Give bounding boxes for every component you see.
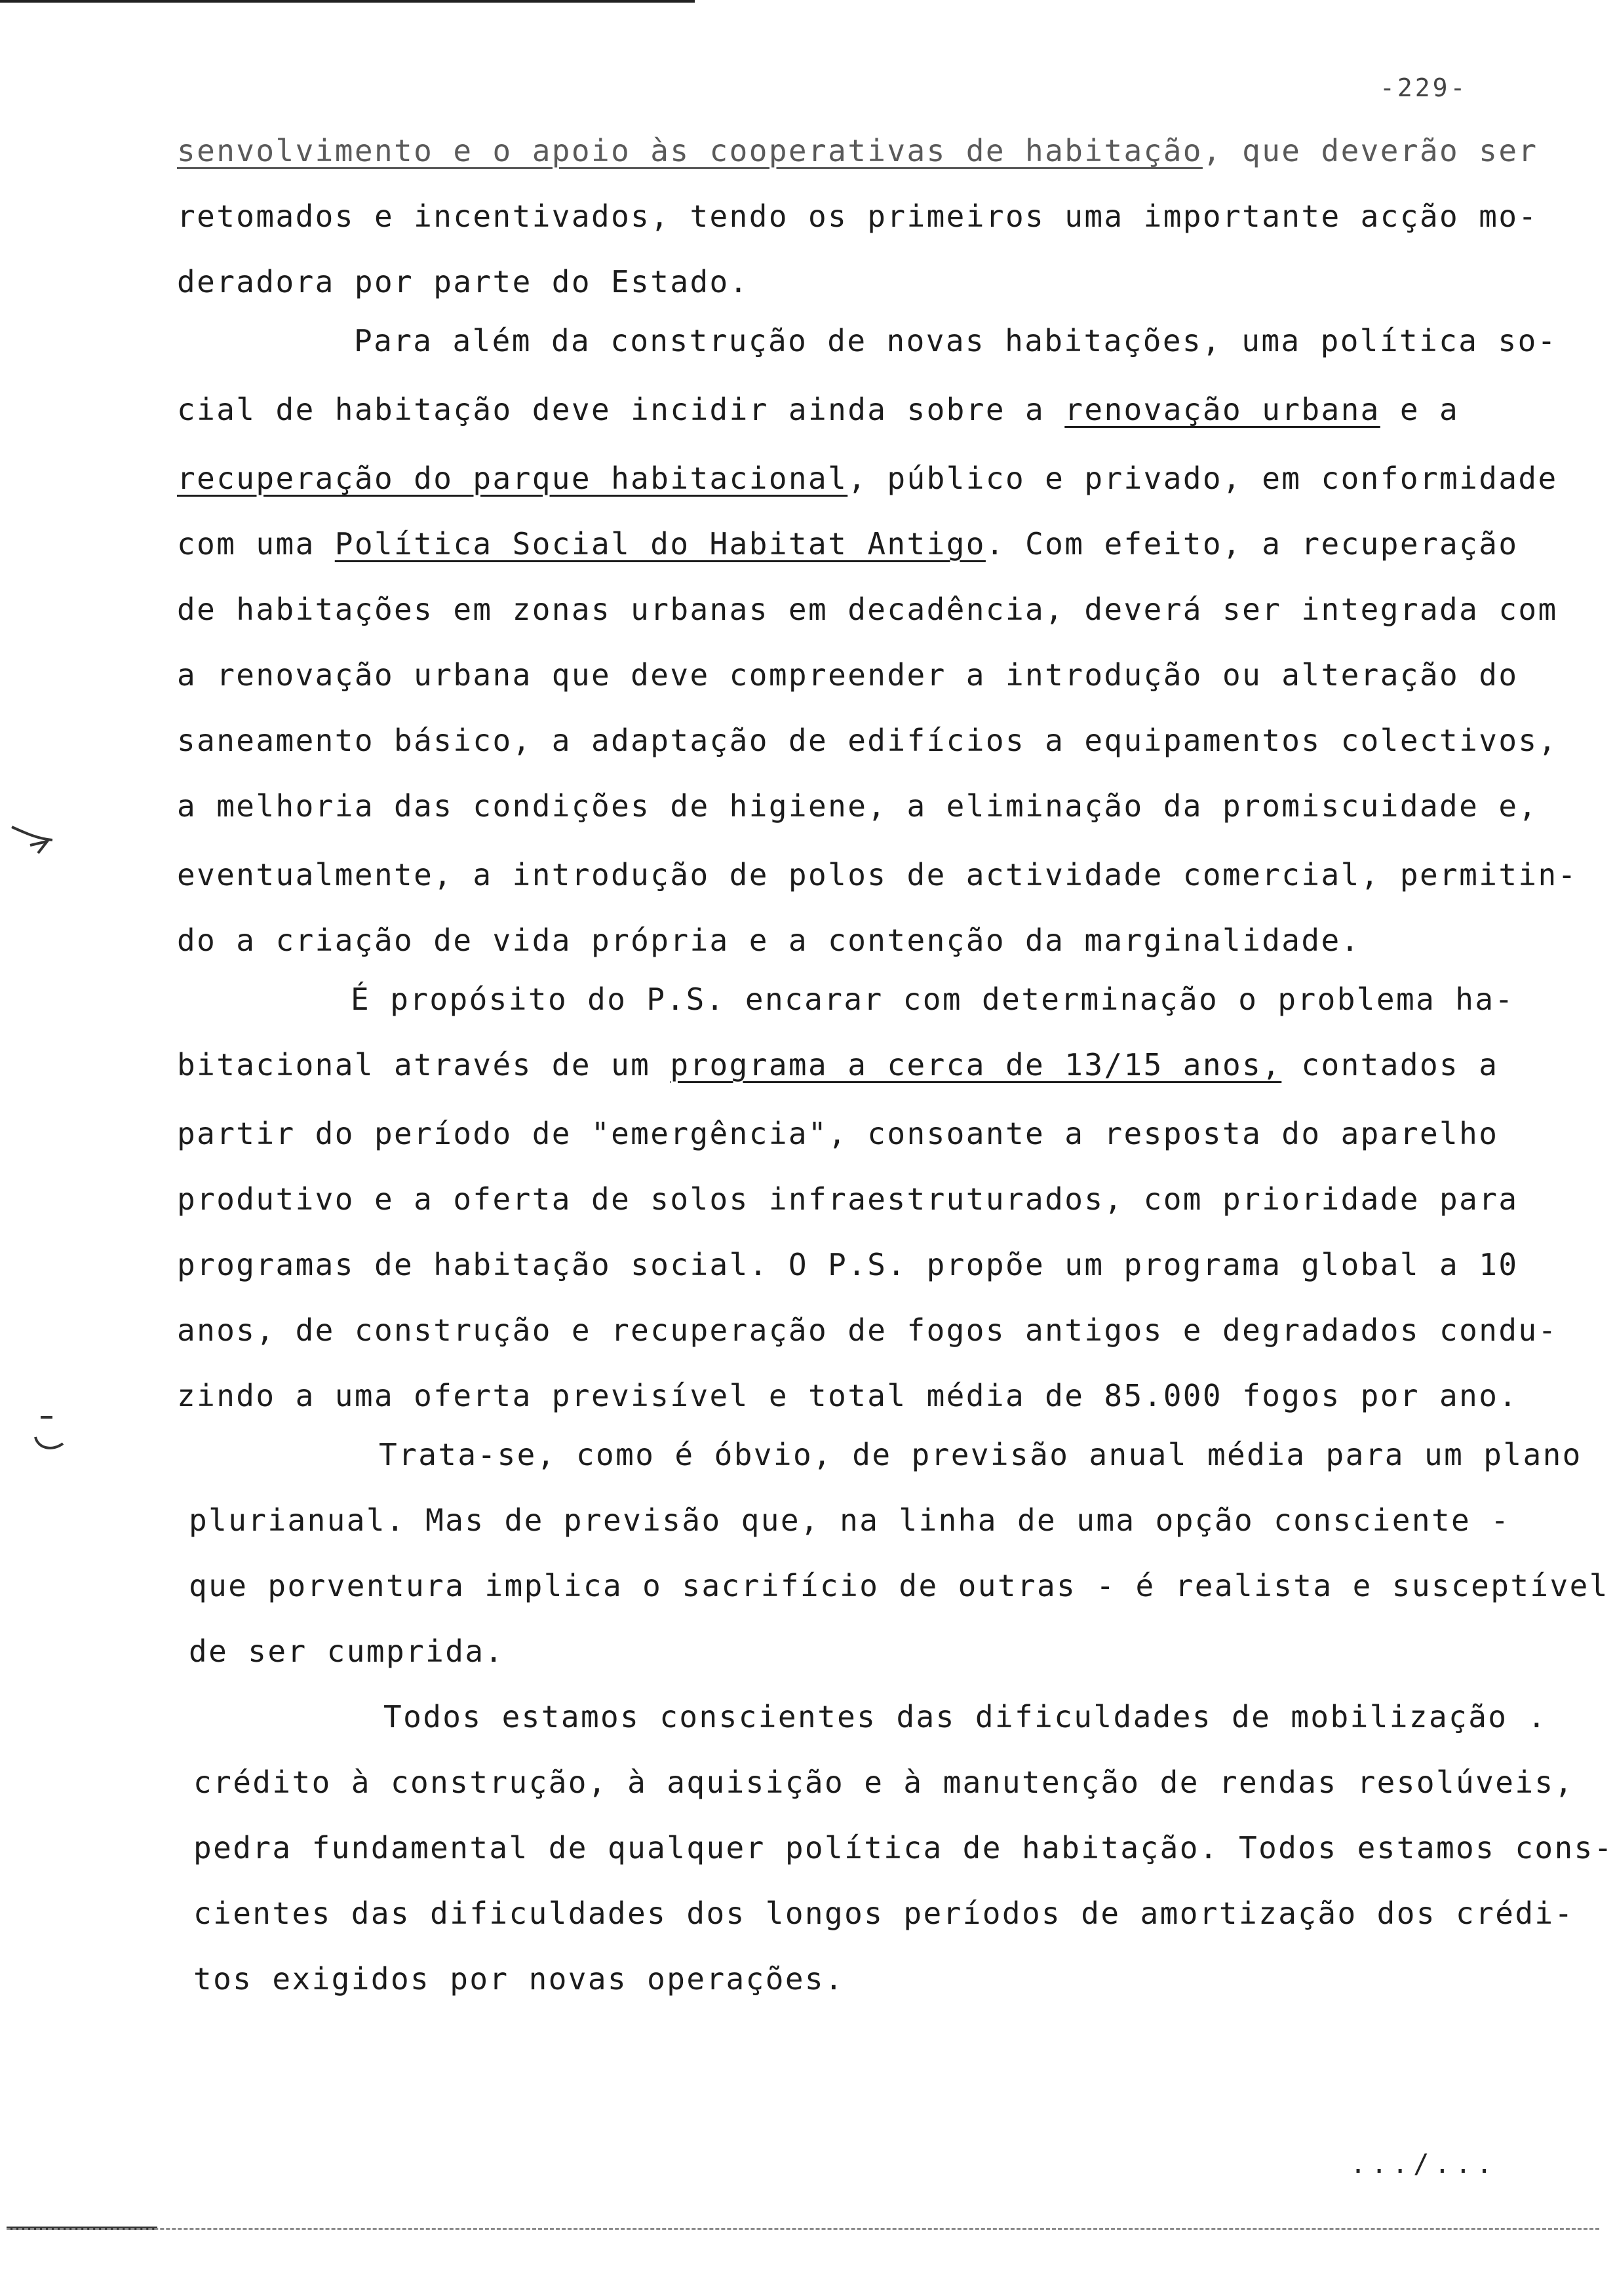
- text-line: [177, 1045, 1498, 1084]
- text-line: [379, 1435, 1582, 1474]
- underlined-text: programa a cerca de 13/15 anos,: [670, 1047, 1282, 1082]
- text-segment: . Com efeito, a recuperação: [985, 526, 1519, 562]
- text-segment: do a criação de vida própria e a contenção da marginalidade.: [177, 923, 1361, 958]
- text-segment: pedra fundamental de qualquer política de habitação. Todos estamos cons-: [193, 1830, 1614, 1866]
- text-line: [177, 524, 1518, 564]
- text-segment: de habitações em zonas urbanas em decadência, deverá ser integrada com: [177, 592, 1558, 627]
- text-line: [177, 721, 1558, 760]
- text-line: [177, 1179, 1518, 1219]
- text-line: [177, 197, 1538, 236]
- text-line: [177, 390, 1459, 429]
- text-segment: Todos estamos conscientes das dificuldades de mobilização .: [383, 1699, 1547, 1734]
- underlined-text: senvolvimento e o apoio às cooperativas de habitação: [177, 133, 1203, 168]
- underlined-text: recuperação do parque habitacional: [177, 461, 848, 496]
- text-segment: bitacional através de um: [177, 1047, 671, 1082]
- text-segment: retomados e incentivados, tendo os primeiros uma importante acção mo-: [177, 199, 1538, 234]
- text-segment: , público e privado, em conformidade: [847, 461, 1558, 496]
- text-segment: partir do período de "emergência", consoante a resposta do aparelho: [177, 1116, 1499, 1151]
- text-line: [193, 1828, 1614, 1867]
- text-line: [177, 262, 749, 301]
- text-segment: que porventura implica o sacrifício de outras - é realista e susceptível: [189, 1568, 1609, 1603]
- text-segment: programas de habitação social. O P.S. propõe um programa global a 10: [177, 1247, 1519, 1282]
- text-line: [177, 921, 1361, 960]
- text-line: [189, 1501, 1510, 1540]
- text-line: [189, 1632, 505, 1671]
- text-line: [177, 1245, 1518, 1284]
- text-line: [189, 1566, 1609, 1605]
- text-segment: de ser cumprida.: [189, 1634, 505, 1669]
- text-line: [351, 980, 1515, 1019]
- text-segment: cientes das dificuldades dos longos períodos de amortização dos crédi-: [193, 1896, 1574, 1931]
- text-line: [177, 1114, 1498, 1153]
- text-segment: eventualmente, a introdução de polos de actividade comercial, permitin-: [177, 857, 1578, 892]
- text-segment: É propósito do P.S. encarar com determinação o problema ha-: [351, 982, 1515, 1017]
- text-segment: , que deverão ser: [1202, 133, 1538, 168]
- text-line: [383, 1697, 1547, 1736]
- text-line: [193, 1894, 1574, 1933]
- text-line: [177, 786, 1538, 826]
- text-line: [177, 131, 1538, 170]
- text-segment: com uma: [177, 526, 335, 562]
- text-segment: a melhoria das condições de higiene, a eliminação da promiscuidade e,: [177, 788, 1538, 824]
- text-segment: e a: [1380, 392, 1460, 427]
- text-line: [177, 655, 1518, 695]
- underlined-text: renovação urbana: [1064, 392, 1380, 427]
- margin-mark-bracket: [26, 1412, 72, 1464]
- text-line: [177, 855, 1578, 894]
- text-segment: anos, de construção e recuperação de fogos antigos e degradados condu-: [177, 1312, 1558, 1348]
- bottom-rule: [7, 2228, 1599, 2230]
- text-segment: produtivo e a oferta de solos infraestruturados, com prioridade para: [177, 1181, 1519, 1217]
- text-line: [193, 1763, 1574, 1802]
- text-line: [177, 459, 1558, 498]
- text-segment: saneamento básico, a adaptação de edifícios a equipamentos colectivos,: [177, 723, 1558, 758]
- text-segment: tos exigidos por novas operações.: [193, 1961, 845, 1997]
- text-line: [177, 1311, 1558, 1350]
- text-segment: deradora por parte do Estado.: [177, 264, 749, 299]
- continuation-marker: .../...: [1350, 2149, 1498, 2179]
- text-segment: Para além da construção de novas habitações, uma política so-: [354, 323, 1557, 358]
- text-segment: Trata-se, como é óbvio, de previsão anual média para um plano: [379, 1437, 1582, 1472]
- text-line: [354, 321, 1557, 360]
- top-rule: [0, 0, 695, 3]
- text-segment: a renovação urbana que deve compreender a introdução ou alteração do: [177, 657, 1519, 693]
- text-segment: cial de habitação deve incidir ainda sobre a: [177, 392, 1065, 427]
- text-line: [177, 590, 1558, 629]
- text-segment: crédito à construção, à aquisição e à manutenção de rendas resolúveis,: [193, 1765, 1574, 1800]
- text-segment: zindo a uma oferta previsível e total média de 85.000 fogos por ano.: [177, 1378, 1519, 1413]
- margin-mark-check: [7, 819, 59, 858]
- text-line: [193, 1959, 844, 1999]
- underlined-text: Política Social do Habitat Antigo: [334, 526, 986, 562]
- page-number: -229-: [1380, 73, 1468, 102]
- text-line: [177, 1376, 1518, 1415]
- text-segment: contados a: [1281, 1047, 1499, 1082]
- text-segment: plurianual. Mas de previsão que, na linha de uma opção consciente -: [189, 1502, 1511, 1538]
